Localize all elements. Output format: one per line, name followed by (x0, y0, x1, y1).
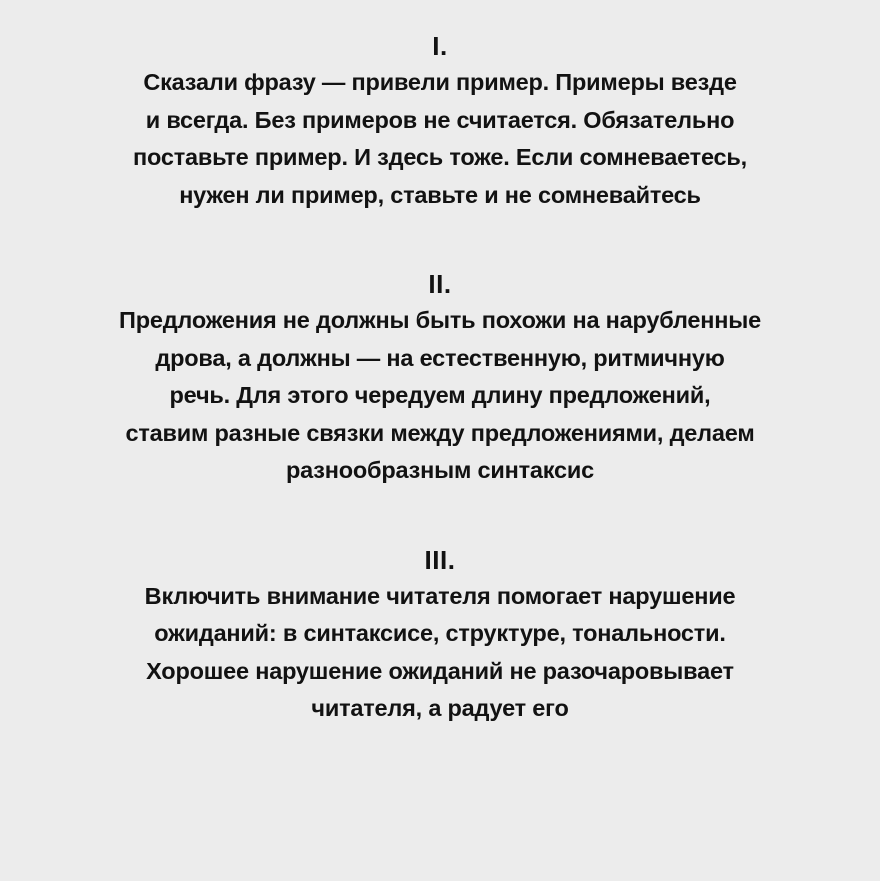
section-numeral: II. (428, 269, 452, 299)
text-line: нужен ли пример, ставьте и не сомневайтесь (179, 181, 701, 208)
text-line: читателя, а радует его (311, 695, 569, 721)
section-3 (0, 542, 880, 728)
text-line: Предложения не должны быть похожи на нарубленные (119, 307, 761, 333)
text-line: разнообразным синтаксис (285, 457, 595, 483)
text-line: дрова, а должны — на естественную, ритмичную (155, 344, 725, 371)
section-1 (0, 28, 880, 214)
section-2 (0, 266, 880, 490)
text-line: и всегда. Без примеров не считается. Обязательно (145, 106, 735, 133)
section-numeral: I. (432, 31, 448, 61)
text-line: Хорошее нарушение ожиданий не разочаровывает (146, 657, 734, 684)
text-line: ставим разные связки между предложениями, делаем (125, 419, 755, 446)
section-numeral: III. (424, 544, 456, 575)
text-line: поставьте пример. И здесь тоже. Если сомневаетесь, (133, 144, 747, 170)
text-line: речь. Для этого чередуем длину предложений, (169, 382, 711, 408)
text-line: Сказали фразу — привели пример. Примеры везде (143, 69, 737, 95)
text-line: Включить внимание читателя помогает нарушение (144, 582, 736, 609)
text-line: ожиданий: в синтаксисе, структуре, тональности. (154, 620, 726, 646)
